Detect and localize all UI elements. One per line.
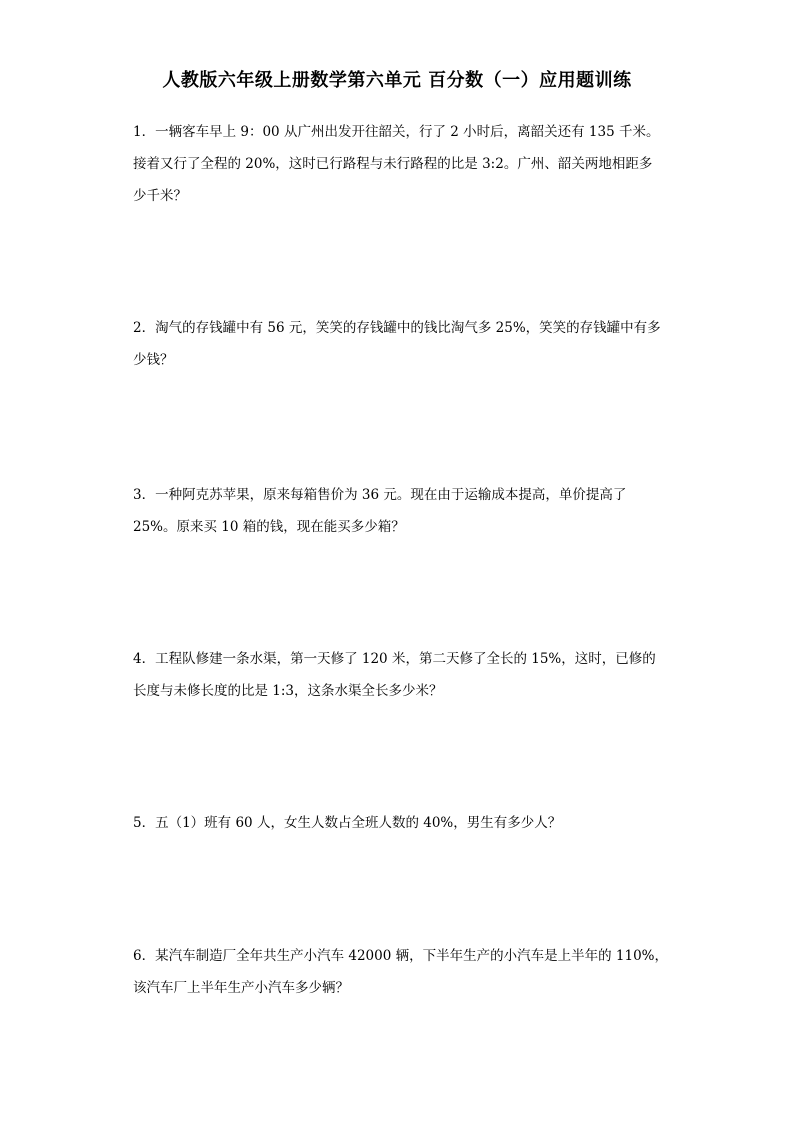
question-line: 该汽车厂上半年生产小汽车多少辆？ <box>133 980 349 996</box>
question-2 <box>133 312 673 376</box>
question-5 <box>133 807 673 839</box>
question-line: 6．某汽车制造厂全年共生产小汽车 42000 辆，下半年生产的小汽车是上半年的 110%， <box>133 948 669 964</box>
question-line: 25%。原来买 10 箱的钱，现在能买多少箱？ <box>133 519 405 535</box>
question-line: 1．一辆客车早上 9：00 从广州出发开往韶关，行了 2 小时后，离韶关还有 135 千米。 <box>133 124 660 140</box>
question-line: 少千米？ <box>133 188 187 204</box>
question-6 <box>133 940 673 1004</box>
question-line: 3．一种阿克苏苹果，原来每箱售价为 36 元。现在由于运输成本提高，单价提高了 <box>133 487 627 503</box>
page-title: 人教版六年级上册数学第六单元 百分数（一）应用题训练 <box>162 70 632 91</box>
question-line: 5．五（1）班有 60 人，女生人数占全班人数的 40%，男生有多少人？ <box>133 815 562 831</box>
question-1 <box>133 116 673 212</box>
question-4 <box>133 643 673 707</box>
question-3 <box>133 479 673 543</box>
question-line: 接着又行了全程的 20%，这时已行路程与未行路程的比是 3:2。广州、韶关两地相距多 <box>133 156 653 172</box>
question-line: 长度与未修长度的比是 1:3，这条水渠全长多少米？ <box>133 683 443 699</box>
question-line: 少钱？ <box>133 352 174 368</box>
question-line: 2．淘气的存钱罐中有 56 元，笑笑的存钱罐中的钱比淘气多 25%，笑笑的存钱罐中有多 <box>133 320 661 336</box>
question-line: 4．工程队修建一条水渠，第一天修了 120 米，第二天修了全长的 15%，这时，已修的 <box>133 651 656 667</box>
